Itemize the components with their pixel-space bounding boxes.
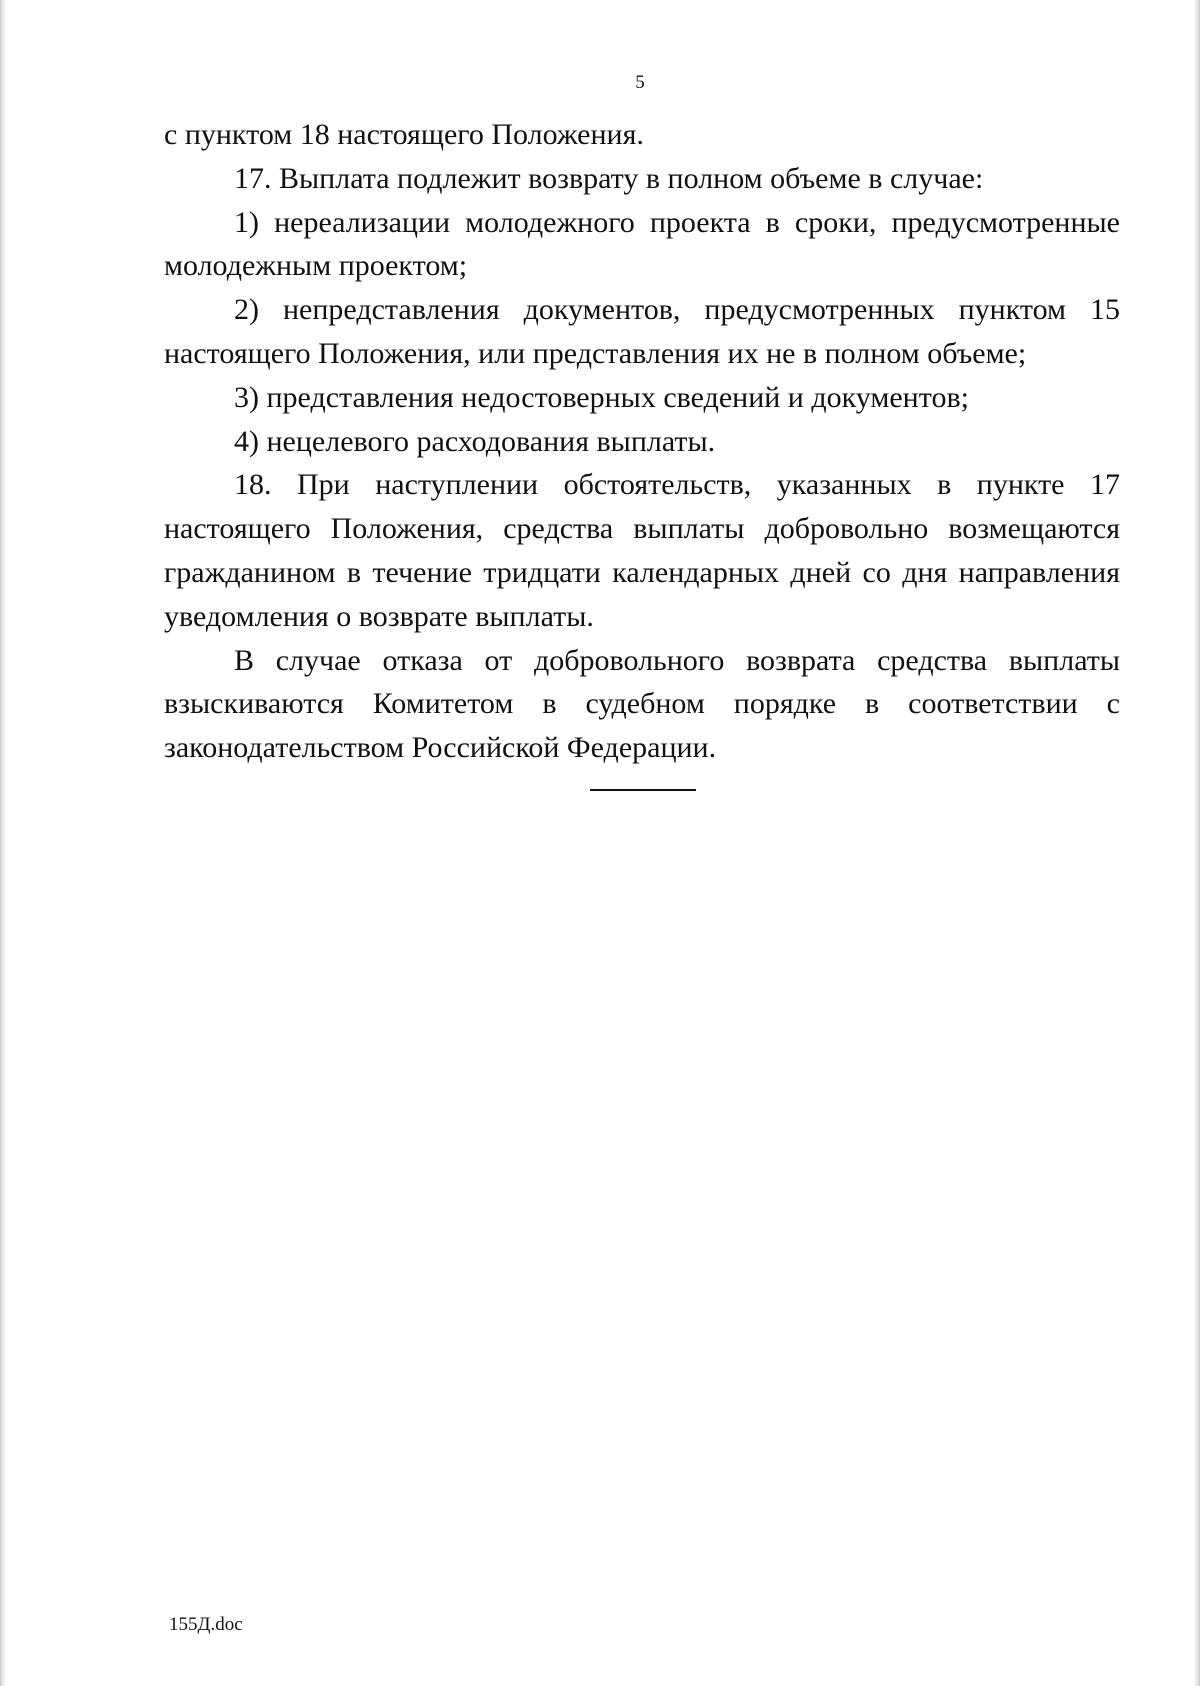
scan-edge-right — [1194, 0, 1200, 1686]
paragraph-item-2: 2) непредставления документов, предусмотренных пунктом 15 настоящего Положения, или представления их не в полном объеме; — [164, 293, 1120, 370]
page-number: 5 — [635, 72, 645, 93]
paragraph-continuation: с пунктом 18 настоящего Положения. — [164, 118, 644, 151]
footer-file-name: 155Д.doc — [169, 1614, 243, 1635]
paragraph-item-1: 1) нереализации молодежного проекта в сроки, предусмотренные молодежным проектом; — [164, 205, 1120, 283]
paragraph-clause-18: 18. При наступлении обстоятельств, указанных в пункте 17 настоящего Положения, средства выплаты добровольно возмещаются гражданином в течение тридцати календарных дней со дня направления уведомления о возврате выплаты. — [164, 468, 1120, 633]
paragraph-item-4: 4) нецелевого расходования выплаты. — [234, 424, 716, 458]
document-body — [164, 113, 1120, 770]
paragraph-refusal: В случае отказа от добровольного возврата средства выплаты взыскиваются Комитетом в судебном порядке в соответствии с законодательством Российской Федерации. — [164, 643, 1120, 765]
paragraph-item-3: 3) представления недостоверных сведений и документов; — [234, 380, 969, 414]
paragraph-clause-17: 17. Выплата подлежит возврату в полном объеме в случае: — [234, 161, 984, 195]
end-of-text-rule — [590, 789, 696, 791]
scan-edge-left — [0, 0, 6, 1686]
